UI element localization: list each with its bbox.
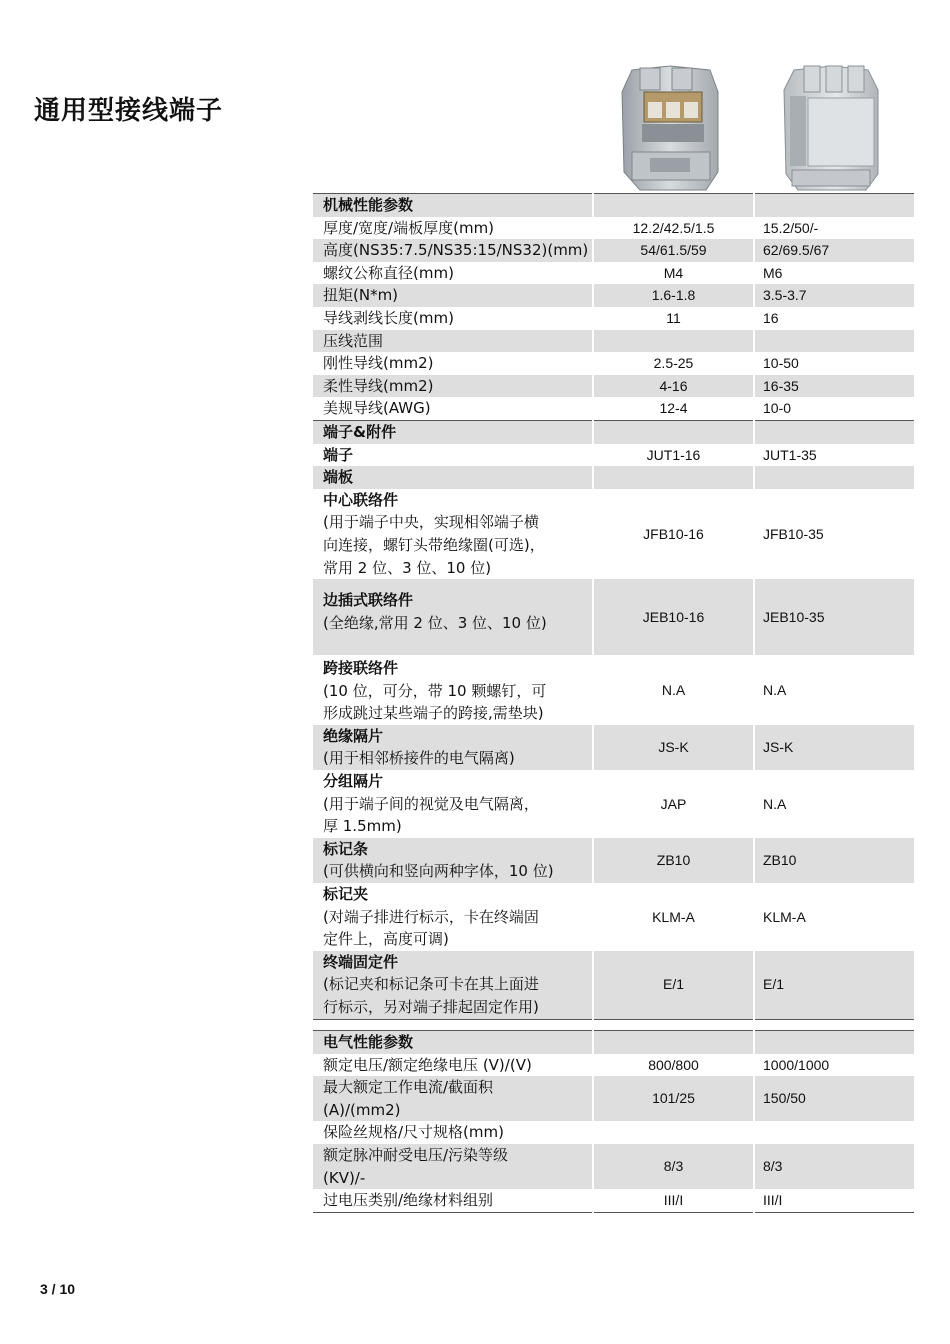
table-row — [313, 1144, 914, 1189]
value-jut1-35 — [754, 1121, 914, 1144]
value-jut1-35: 3.5-3.7 — [754, 284, 914, 307]
table-row — [313, 284, 914, 307]
accessory-desc: (全绝缘,常用 2 位、3 位、10 位) — [323, 613, 547, 632]
value-jut1-16 — [593, 466, 754, 489]
value-jut1-35: 8/3 — [754, 1144, 914, 1189]
electrical-spec-table — [313, 1030, 914, 1213]
accessory-title: 标记夹 — [323, 885, 369, 904]
value-jut1-35: 150/50 — [754, 1076, 914, 1121]
accessory-title: 标记条 — [323, 839, 369, 858]
table-row — [313, 307, 914, 330]
value-jut1-35: JEB10-35 — [754, 579, 914, 655]
value-jut1-16: JS-K — [593, 725, 754, 770]
value-jut1-16: 8/3 — [593, 1144, 754, 1189]
value-jut1-16: 54/61.5/59 — [593, 239, 754, 262]
table-row — [313, 1054, 914, 1077]
row-label: 端板 — [323, 468, 354, 487]
accessory-desc: 向连接，螺钉头带绝缘圈(可选)， — [323, 535, 545, 554]
value-jut1-16: 4-16 — [593, 375, 754, 398]
table-row — [313, 951, 914, 1019]
accessory-desc: (用于端子中央，实现相邻端子横 — [323, 513, 539, 532]
value-jut1-35 — [754, 466, 914, 489]
value-jut1-16 — [593, 1121, 754, 1144]
value-jut1-16: 12-4 — [593, 397, 754, 420]
accessory-desc: 厚 1.5mm) — [323, 817, 402, 836]
row-label: 额定电压/额定绝缘电压 (V)/(V) — [313, 1054, 593, 1077]
accessory-desc: 定件上，高度可调) — [323, 930, 449, 949]
row-label: 过电压类别/绝缘材料组别 — [313, 1189, 593, 1212]
value-jut1-16: N.A — [593, 655, 754, 725]
value-jut1-35: JUT1-35 — [763, 446, 817, 463]
value-jut1-16 — [593, 330, 754, 353]
value-jut1-35: III/I — [754, 1189, 914, 1212]
value-jut1-16: JEB10-16 — [593, 579, 754, 655]
accessory-desc: 常用 2 位、3 位、10 位) — [323, 558, 492, 577]
value-jut1-35: 16 — [763, 309, 779, 326]
table-row — [313, 330, 914, 353]
accessories-header-row — [313, 420, 914, 443]
value-jut1-16: M4 — [593, 262, 754, 285]
value-jut1-16: E/1 — [593, 951, 754, 1019]
page-title: 通用型接线端子 — [34, 96, 224, 126]
value-jut1-16: 101/25 — [593, 1076, 754, 1121]
row-label: 刚性导线(mm2) — [313, 352, 593, 375]
table-row — [313, 217, 914, 240]
row-label: 扭矩(N*m) — [313, 284, 593, 307]
terminal-block-jut1-35-photo — [770, 62, 892, 192]
accessory-title: 中心联络件 — [323, 490, 399, 509]
value-jut1-35: 16-35 — [754, 375, 914, 398]
value-jut1-16: III/I — [593, 1189, 754, 1212]
value-jut1-35: 15.2/50/- — [763, 219, 819, 236]
table-row — [313, 397, 914, 420]
value-jut1-35: JFB10-35 — [763, 525, 824, 542]
table-row — [313, 1076, 914, 1121]
electrical-header-row — [313, 1031, 914, 1054]
table-row — [313, 1189, 914, 1212]
table-row — [313, 352, 914, 375]
accessory-desc: 形成跳过某些端子的跨接,需垫块) — [323, 704, 544, 723]
row-label: 额定脉冲耐受电压/污染等级 — [323, 1145, 509, 1164]
table-row — [313, 770, 914, 838]
accessory-desc: (用于端子间的视觉及电气隔离， — [323, 794, 539, 813]
row-label: 柔性导线(mm2) — [313, 375, 593, 398]
table-row — [313, 725, 914, 770]
value-jut1-35: 1000/1000 — [763, 1056, 830, 1073]
value-jut1-35: N.A — [763, 681, 787, 698]
accessory-desc: (10 位，可分，带 10 颗螺钉，可 — [323, 681, 547, 700]
value-jut1-16: JAP — [593, 770, 754, 838]
value-jut1-16: 11 — [593, 307, 754, 330]
accessory-desc: (标记夹和标记条可卡在其上面进 — [323, 975, 539, 994]
table-row — [313, 375, 914, 398]
value-jut1-35: ZB10 — [754, 838, 914, 883]
row-label: 高度(NS35:7.5/NS35:15/NS32)(mm) — [313, 239, 593, 262]
page-number: 3 / 10 — [40, 1281, 76, 1297]
row-label: 保险丝规格/尺寸规格(mm) — [313, 1121, 593, 1144]
accessory-desc: (对端子排进行标示，卡在终端固 — [323, 907, 539, 926]
value-jut1-35: M6 — [763, 264, 783, 281]
value-jut1-35: 10-50 — [763, 355, 799, 372]
accessory-desc: (用于相邻桥接件的电气隔离) — [323, 749, 515, 768]
row-label-cont: (KV)/- — [323, 1168, 366, 1187]
row-label-cont: (A)/(mm2) — [323, 1100, 401, 1119]
value-jut1-16: 800/800 — [593, 1054, 754, 1077]
row-label: 端子 — [323, 445, 354, 464]
table-row — [313, 444, 914, 467]
row-label: 导线剥线长度(mm) — [313, 307, 593, 330]
accessories-header: 端子&附件 — [323, 422, 397, 441]
mechanical-header: 机械性能参数 — [323, 196, 414, 214]
value-jut1-16: JUT1-16 — [593, 444, 754, 467]
value-jut1-35: JS-K — [754, 725, 914, 770]
value-jut1-35: E/1 — [754, 951, 914, 1019]
value-jut1-16: JFB10-16 — [593, 489, 754, 579]
value-jut1-35: KLM-A — [763, 908, 806, 925]
row-label: 螺纹公称直径(mm) — [313, 262, 593, 285]
table-row — [313, 883, 914, 951]
accessory-title: 终端固定件 — [323, 952, 399, 971]
electrical-header: 电气性能参数 — [323, 1033, 414, 1051]
row-label: 最大额定工作电流/截面积 — [323, 1078, 494, 1097]
value-jut1-16: 12.2/42.5/1.5 — [593, 217, 754, 240]
table-row — [313, 1121, 914, 1144]
value-jut1-16: ZB10 — [593, 838, 754, 883]
row-label: 压线范围 — [313, 330, 593, 353]
value-jut1-16: 1.6-1.8 — [593, 284, 754, 307]
mechanical-header-row — [313, 194, 914, 217]
table-row — [313, 655, 914, 725]
mechanical-spec-table — [313, 193, 914, 1020]
table-row — [313, 239, 914, 262]
accessory-desc: 行标示，另对端子排起固定作用) — [323, 998, 539, 1016]
table-row — [313, 838, 914, 883]
value-jut1-35: 62/69.5/67 — [754, 239, 914, 262]
row-label: 美规导线(AWG) — [313, 397, 593, 420]
accessory-title: 跨接联络件 — [323, 659, 399, 678]
table-row — [313, 262, 914, 285]
value-jut1-35: N.A — [763, 795, 787, 812]
accessory-desc: (可供横向和竖向两种字体，10 位) — [323, 862, 554, 881]
terminal-block-jut1-16-photo — [610, 62, 732, 192]
table-row — [313, 579, 914, 655]
table-row — [313, 466, 914, 489]
accessory-title: 边插式联络件 — [323, 591, 414, 610]
value-jut1-16: KLM-A — [593, 883, 754, 951]
value-jut1-16: 2.5-25 — [593, 352, 754, 375]
accessory-title: 绝缘隔片 — [323, 726, 384, 745]
table-row — [313, 489, 914, 579]
accessory-title: 分组隔片 — [323, 772, 384, 791]
value-jut1-35: 10-0 — [763, 400, 792, 417]
value-jut1-35 — [754, 330, 914, 353]
row-label: 厚度/宽度/端板厚度(mm) — [313, 217, 593, 240]
